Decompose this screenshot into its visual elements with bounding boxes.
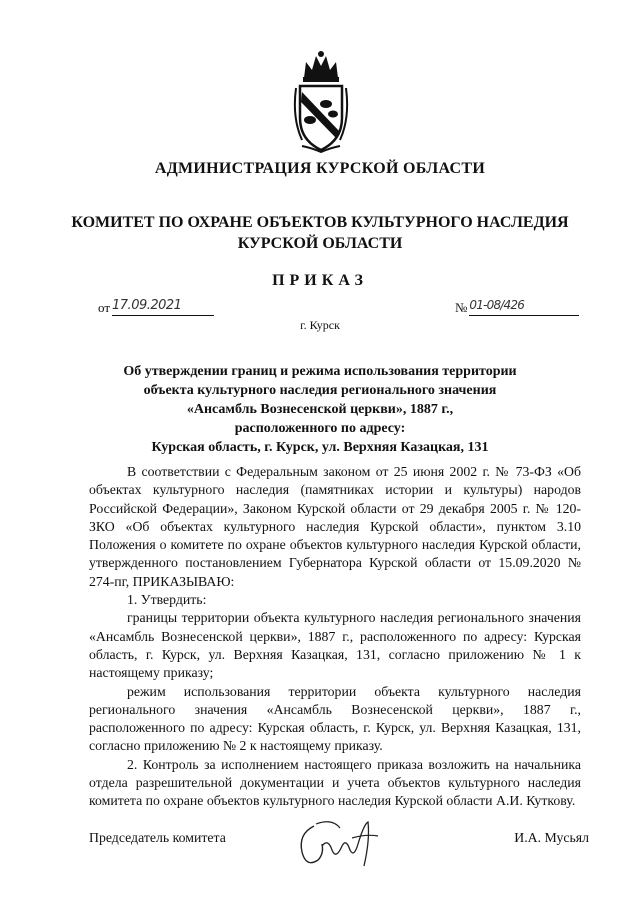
kursk-coat-of-arms-icon (288, 48, 354, 154)
title-line: Курская область, г. Курск, ул. Верхняя Казацкая, 131 (151, 440, 489, 455)
body-paragraph: границы территории объекта культурного наследия регионального значения «Ансамбль Вознесенской церкви», 1887 г., расположенного по адресу: Курская область, г. Курск, ул. Верхняя Казацкая, 131, согласно приложению № 1 к настоящему приказу; (89, 610, 581, 681)
order-date (98, 298, 214, 316)
order-title (0, 362, 640, 457)
order-number (455, 298, 579, 316)
signature-block (89, 830, 589, 870)
signatory-name: И.А. Мусьял (514, 830, 589, 845)
signatory-position: Председатель комитета (89, 830, 226, 845)
committee-name (0, 212, 640, 254)
order-body (89, 463, 581, 811)
committee-name-line1: КОМИТЕТ ПО ОХРАНЕ ОБЪЕКТОВ КУЛЬТУРНОГО НАСЛЕДИЯ (71, 214, 569, 231)
organization-name: АДМИНИСТРАЦИЯ КУРСКОЙ ОБЛАСТИ (154, 160, 486, 177)
number-value: 01-08/426 (469, 298, 579, 316)
date-value: 17.09.2021 (112, 298, 214, 316)
body-paragraph: режим использования территории объекта культурного наследия регионального значения «Ансамбль Вознесенской церкви», 1887 г., расположенного по адресу: Курская область, г. Курск, ул. Верхняя Казацкая, 131, согласно приложению № 2 к настоящему приказу. (89, 683, 581, 754)
title-line: объекта культурного наследия регионального значения (143, 383, 497, 398)
body-paragraph: 1. Утвердить: (127, 592, 207, 608)
handwritten-signature-icon (292, 816, 384, 874)
body-paragraph: В соответствии с Федеральным законом от 25 июня 2002 г. № 73-ФЗ «Об объектах культурного наследия (памятниках истории и культуры) народов Российской Федерации», Законом Курской области от 29 декабря 2005 г. № 120-ЗКО «Об объектах культурного наследия Курской области», пунктом 3.10 Положения о комитете по охране объектов культурного наследия Курской области, утвержденного постановлением Губернатора Курской области от 15.09.2020 № 274-пг, ПРИКАЗЫВАЮ: (89, 464, 581, 589)
title-line: «Ансамбль Вознесенской церкви», 1887 г., (186, 402, 454, 417)
committee-name-line2: КУРСКОЙ ОБЛАСТИ (237, 235, 403, 252)
date-prefix: от (98, 300, 111, 315)
number-prefix: № (455, 300, 468, 315)
title-line: расположенного по адресу: (234, 421, 406, 436)
body-paragraph: 2. Контроль за исполнением настоящего приказа возложить на начальника отдела разрешительной документации и учета объектов культурного наследия комитета по охране объектов культурного наследия Курской области А.И. Куткову. (89, 756, 581, 809)
title-line: Об утверждении границ и режима использования территории (123, 364, 517, 379)
city: г. Курск (300, 318, 340, 332)
document-type: ПРИКАЗ (272, 272, 368, 289)
